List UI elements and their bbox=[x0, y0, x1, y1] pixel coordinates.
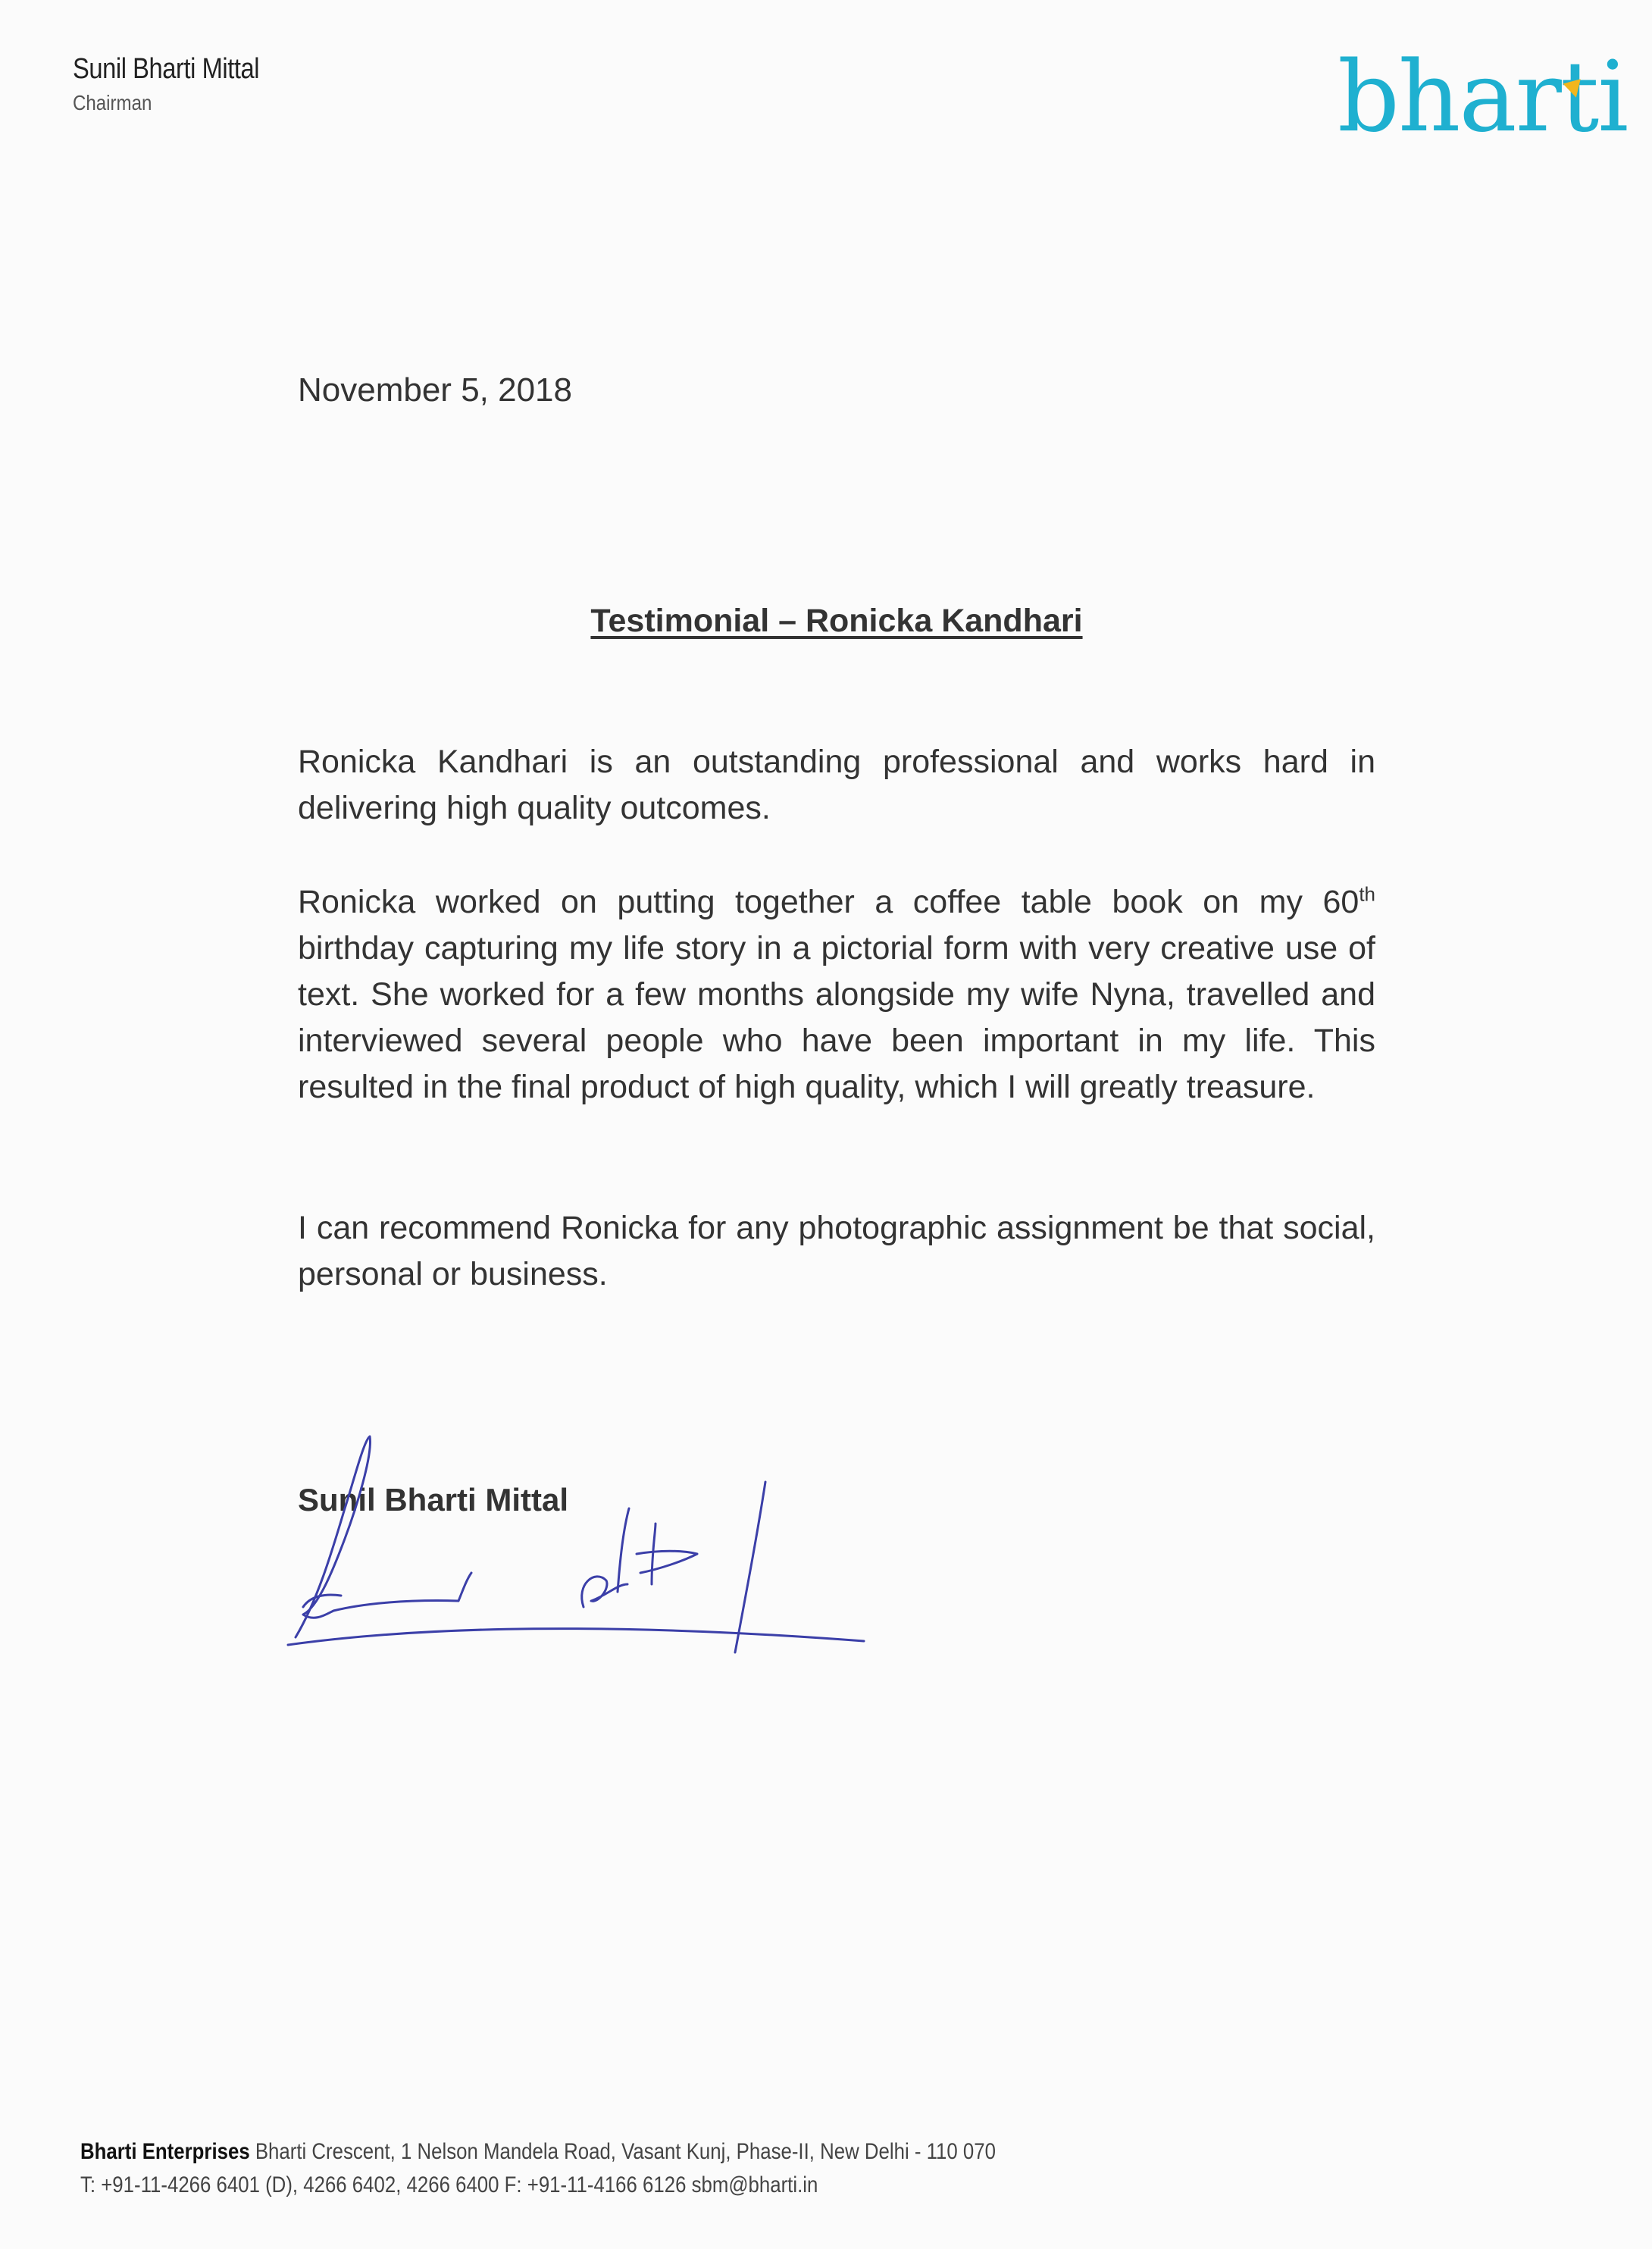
signature-stroke-5 bbox=[637, 1551, 697, 1573]
paragraph-2 bbox=[298, 879, 1375, 1110]
ordinal-suffix: th bbox=[1359, 882, 1375, 906]
signature-stroke-7 bbox=[288, 1629, 864, 1645]
signatory-name: Sunil Bharti Mittal bbox=[298, 1482, 568, 1518]
footer-address-text: Bharti Crescent, 1 Nelson Mandela Road, Vasant Kunj, Phase-II, New Delhi - 110 070 bbox=[249, 2139, 996, 2164]
footer-address bbox=[80, 2139, 996, 2165]
letter-date: November 5, 2018 bbox=[298, 371, 572, 409]
signature-stroke-3 bbox=[582, 1577, 627, 1607]
footer-contact: T: +91-11-4266 6401 (D), 4266 6402, 4266 6400 F: +91-11-4166 6126 sbm@bharti.in bbox=[80, 2172, 818, 2197]
bharti-logo bbox=[1338, 41, 1628, 163]
paragraph-2-part-2: birthday capturing my life story in a pictorial form with very creative use of text. She worked for a few months alongside my wife Nyna, travelled and interviewed several people who have been important in my life. This resulted in the final product of high quality, which I will greatly treasure. bbox=[298, 930, 1375, 1105]
letterhead-name: Sunil Bharti Mittal bbox=[73, 53, 260, 85]
signature-stroke-4 bbox=[618, 1508, 655, 1592]
signature-stroke-2 bbox=[303, 1595, 341, 1607]
paragraph-2-part-1: Ronicka worked on putting together a coffee table book on my 60 bbox=[298, 884, 1359, 920]
subject-text: Testimonial – Ronicka Kandhari bbox=[590, 603, 1083, 639]
signature-stroke-6 bbox=[735, 1482, 765, 1652]
signature-stroke-1 bbox=[296, 1436, 471, 1637]
paragraph-3: I can recommend Ronicka for any photographic assignment be that social, personal or business. bbox=[298, 1210, 1375, 1292]
footer-company: Bharti Enterprises bbox=[80, 2139, 250, 2164]
letterhead-role: Chairman bbox=[73, 91, 152, 114]
paragraph-1: Ronicka Kandhari is an outstanding professional and works hard in delivering high quality outcomes. bbox=[298, 744, 1375, 826]
handwritten-signature bbox=[273, 1425, 879, 1668]
logo-wordmark: bharti bbox=[1338, 41, 1628, 154]
letter-subject bbox=[298, 603, 1375, 640]
